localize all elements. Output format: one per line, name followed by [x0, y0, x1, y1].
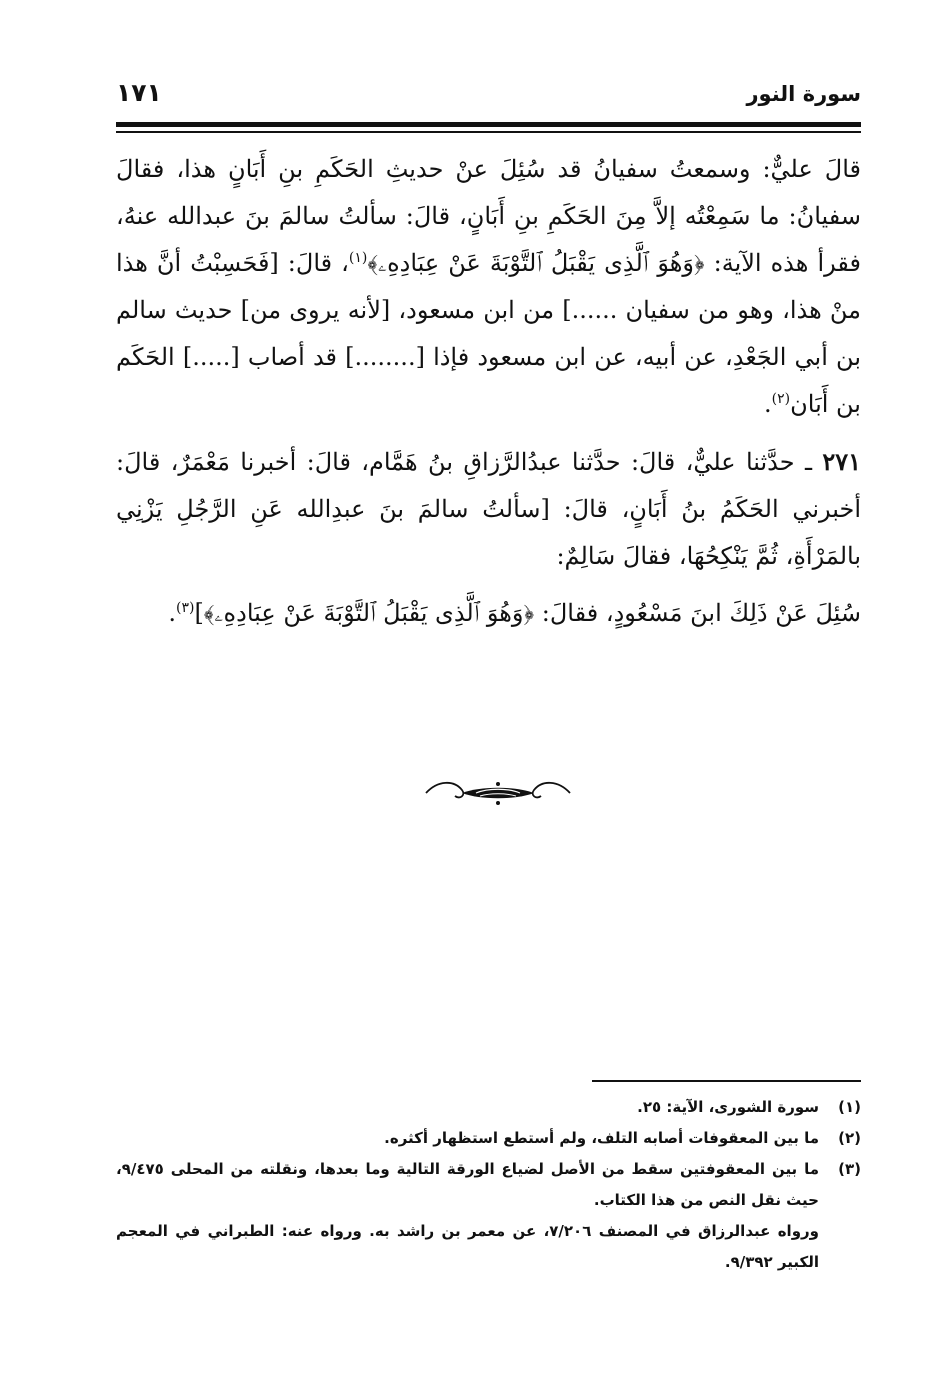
paragraph-3-text: سُئِلَ عَنْ ذَلِكَ ابنَ مَسْعُودٍ، فقالَ: ﴿وَهُوَ ٱلَّذِى يَقْبَلُ ٱلتَّوْبَةَ عَنْ عِبَادِهِۦ﴾] [194, 599, 861, 627]
footnote-ref-3[interactable]: (٣) [175, 600, 195, 616]
surah-title: سورة النور [746, 82, 861, 106]
hadith-number: ٢٧١ [822, 447, 861, 476]
footnote-ref-1[interactable]: (١) [348, 250, 368, 266]
footnote-2-text: ما بين المعقوفات أصابه التلف، ولم أستطع استظهار أكثره. [384, 1129, 819, 1147]
footnote-1-text: سورة الشورى، الآية: ٢٥. [637, 1098, 819, 1116]
footnote-3-text: ما بين المعقوفتين سقط من الأصل لضياع الورقة التالية وما بعدها، ونقلته من المحلى ٩/٤٧٥، حيث نقل النص من هذا الكتاب. [116, 1160, 819, 1209]
footnotes [116, 1092, 861, 1278]
footnote-2-number: (٢) [838, 1129, 861, 1147]
footnote-3-number: (٣) [838, 1160, 861, 1178]
footnote-ref-2[interactable]: (٢) [771, 391, 791, 407]
paragraph-3-end: . [168, 599, 176, 627]
header-rule-thick [116, 122, 861, 127]
footnote-1-number: (١) [838, 1098, 861, 1116]
paragraph-2-text: ـ حدَّثنا عليٌّ، قالَ: حدَّثنا عبدُالرَّزاقِ بنُ هَمَّام، قالَ: أخبرنا مَعْمَرٌ، قالَ: أخبرني الحَكَمُ بنُ أَبَانٍ، قالَ: [سألتُ سالمَ بنَ عبدِالله عَنِ الرَّجُلِ يَزْنِي بالمَرْأَةِ، ثُمَّ يَنْكِحُهَا، فقالَ سَالِمٌ: [116, 448, 861, 570]
footnotes-separator [592, 1080, 861, 1082]
footnote-3-continued-text: ورواه عبدالرزاق في المصنف ٧/٢٠٦، عن معمر بن راشد به. ورواه عنه: الطبراني في المعجم الكبير ٩/٣٩٢. [116, 1222, 819, 1271]
main-text [116, 146, 861, 637]
paragraph-3 [116, 590, 861, 637]
page-number: ١٧١ [116, 78, 162, 107]
page-header [116, 76, 861, 112]
footnote-3-continued [116, 1216, 861, 1278]
paragraph-1 [116, 146, 861, 428]
header-rule-thin [116, 131, 861, 133]
paragraph-1-text-a: قالَ عليٌّ: وسمعتُ سفيانُ قد سُئِلَ عنْ حديثِ الحَكَمِ بنِ أَبَانٍ هذا، فقالَ سفيانُ: ما سَمِعْتُه إلاَّ مِنَ الحَكَمِ بنِ أَبَانٍ، قالَ: سألتُ سالمَ بنَ عبدالله عنهُ، فقرأ هذه الآية: ﴿وَهُوَ ٱلَّذِى يَقْبَلُ ٱلتَّوْبَةَ عَنْ عِبَادِهِۦ﴾ [116, 155, 861, 277]
footnote-3 [116, 1154, 861, 1216]
paragraph-2 [116, 438, 861, 580]
footnote-2 [116, 1123, 861, 1154]
floral-divider-ornament-icon [420, 776, 576, 810]
paragraph-1-text-b: ، قالَ: [فَحَسِبْتُ أنَّ هذا منْ هذا، وهو من سفيان ......] من ابن مسعود، [لأنه يروى من] حديث سالم بن أبي الجَعْدِ، عن أبيه، عن ابن مسعود فإذا [........] قد أصاب [.....] الحَكَم بن أَبَان [116, 249, 861, 418]
paragraph-1-end: . [764, 390, 772, 418]
footnote-1 [116, 1092, 861, 1123]
